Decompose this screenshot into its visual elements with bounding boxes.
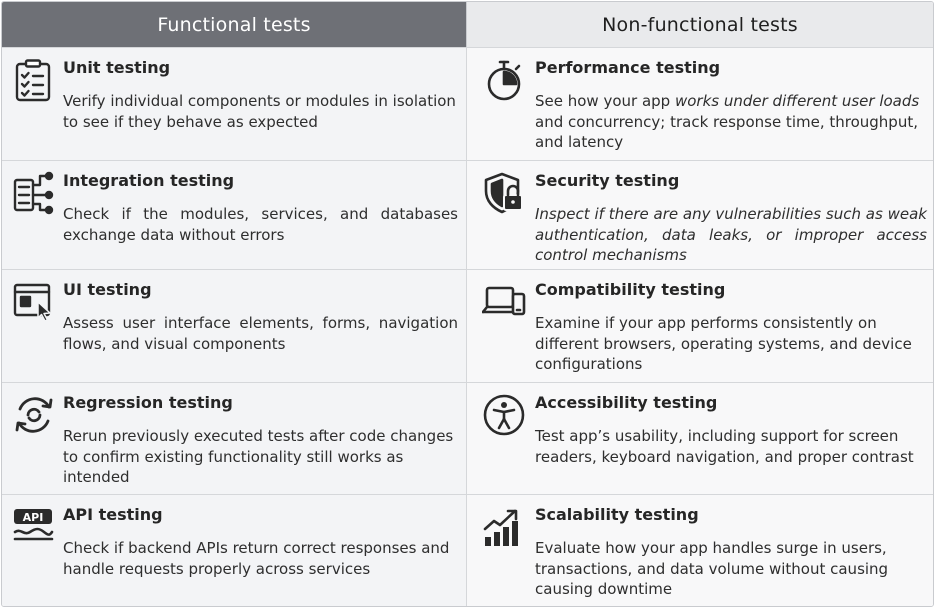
growth-chart-icon (482, 505, 526, 549)
stopwatch-icon (482, 58, 526, 102)
accessibility-testing-cell (466, 382, 933, 494)
integration-testing-title: Integration testing (63, 171, 235, 190)
compatibility-testing-cell (466, 269, 933, 382)
non-functional-tests-header: Non-functional tests (466, 2, 933, 47)
ui-testing-title: UI testing (63, 280, 152, 299)
refresh-cycle-icon (12, 393, 56, 437)
unit-testing-cell (2, 47, 466, 160)
laptop-phone-icon (482, 280, 526, 324)
api-testing-description: Check if backend APIs return correct responses and handle requests properly across services (63, 539, 450, 578)
regression-testing-description: Rerun previously executed tests after code changes to confirm existing functionality still works as intended (63, 427, 454, 486)
scalability-testing-description: Evaluate how your app handles surge in users, transactions, and data volume without causing causing downtime (535, 539, 889, 598)
integration-testing-cell (2, 160, 466, 269)
checklist-clipboard-icon (12, 58, 56, 102)
accessibility-person-icon (482, 393, 526, 437)
api-testing-cell (2, 494, 466, 606)
compatibility-testing-description: Examine if your app performs consistently on different browsers, operating systems, and device configurations (535, 314, 912, 373)
api-icon (12, 505, 56, 549)
accessibility-testing-title: Accessibility testing (535, 393, 718, 412)
security-testing-title: Security testing (535, 171, 680, 190)
shield-lock-icon (482, 171, 526, 215)
functional-tests-header: Functional tests (2, 2, 466, 47)
testing-types-table (1, 1, 934, 607)
scalability-testing-title: Scalability testing (535, 505, 699, 524)
security-testing-cell (466, 160, 933, 269)
ui-testing-cell (2, 269, 466, 382)
compatibility-testing-title: Compatibility testing (535, 280, 726, 299)
regression-testing-title: Regression testing (63, 393, 233, 412)
api-testing-title: API testing (63, 505, 163, 524)
performance-testing-cell (466, 47, 933, 160)
performance-testing-title: Performance testing (535, 58, 721, 77)
regression-testing-cell (2, 382, 466, 494)
svg-text:API: API (22, 511, 44, 524)
integration-testing-description: Check if the modules, services, and databases exchange data without errors (63, 205, 458, 244)
ui-testing-description: Assess user interface elements, forms, navigation flows, and visual components (63, 314, 458, 353)
performance-testing-description: See how your app works under different user loads and concurrency; track response time, throughput, and latency (535, 92, 920, 151)
scalability-testing-cell (466, 494, 933, 606)
connected-modules-icon (12, 171, 56, 215)
security-testing-description: Inspect if there are any vulnerabilities such as weak authentication, data leaks, or improper access control mechanisms (535, 205, 927, 264)
window-cursor-icon (12, 280, 56, 324)
unit-testing-title: Unit testing (63, 58, 171, 77)
accessibility-testing-description: Test app’s usability, including support for screen readers, keyboard navigation, and proper contrast (535, 427, 914, 466)
unit-testing-description: Verify individual components or modules in isolation to see if they behave as expected (63, 92, 456, 131)
